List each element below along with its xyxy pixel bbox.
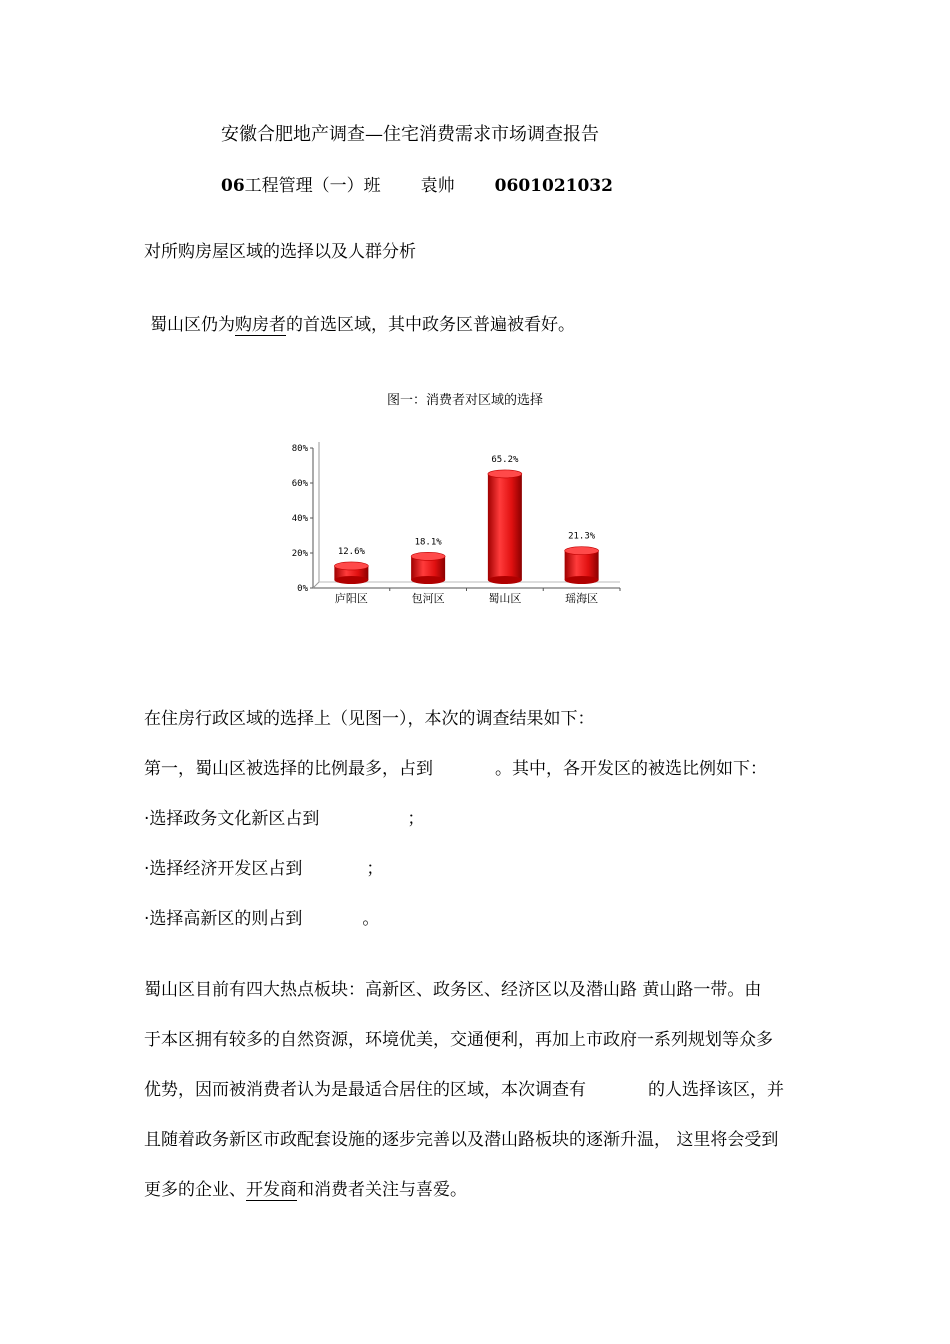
bullet-government-district: [144, 804, 424, 829]
line-5-part-b: 和消费者关注与喜爱。: [297, 1180, 467, 1200]
bar-base-2: [488, 576, 522, 584]
bar-base-0: [334, 576, 368, 584]
paragraph-shushan-line-2: 于本区拥有较多的自然资源，环境优美，交通便利，再加上市政府一系列规划等众多: [144, 1030, 773, 1050]
bar-body-2: [488, 474, 522, 580]
bar-value-label-1: 18.1%: [414, 537, 442, 548]
bullet-2-text: ·选择经济开发区占到: [144, 859, 303, 879]
chart-title: 图一：消费者对区域的选择: [386, 393, 544, 408]
region-choice-chart: [280, 384, 640, 614]
chart-svg: [280, 384, 640, 614]
bar-top-1: [411, 552, 445, 560]
first-part-a: 第一，蜀山区被选择的比例最多，占到: [144, 759, 433, 779]
student-id: 0601021032: [494, 176, 613, 196]
paragraph-shushan-line-5: [144, 1175, 467, 1200]
category-label-1: 包河区: [411, 592, 445, 605]
line-5-part-a: 更多的企业、: [144, 1180, 246, 1200]
category-label-3: 瑶海区: [565, 592, 599, 605]
floor-corner-line: [313, 582, 319, 588]
line-3-part-b: 的人选择该区，并: [648, 1080, 784, 1100]
paragraph-shushan-line-3: [144, 1075, 784, 1100]
bullet-3-end: 。: [362, 909, 380, 929]
paragraph-shushan-line-1: 蜀山区目前有四大热点板块：高新区、政务区、经济区以及潜山路 黄山路一带。由: [144, 980, 762, 1000]
bar-base-1: [411, 576, 445, 584]
y-tick-label: 60%: [291, 479, 308, 489]
line-3-part-a: 优势，因而被消费者认为是最适合居住的区域，本次调查有: [144, 1080, 586, 1100]
lead-paragraph: [150, 310, 575, 335]
paragraph-intro: 在住房行政区域的选择上（见图一），本次的调查结果如下：: [144, 709, 595, 729]
document-title: 安徽合肥地产调查—住宅消费需求市场调查报告: [221, 124, 599, 145]
section-heading: 对所购房屋区域的选择以及人群分析: [144, 242, 416, 262]
class-name: 工程管理（一）班: [244, 176, 381, 196]
lead-link-buyers[interactable]: 购房者: [235, 315, 286, 335]
y-tick-label: 20%: [291, 549, 308, 559]
bullet-economic-district: [144, 854, 383, 879]
author-name: 袁帅: [420, 176, 455, 196]
category-label-0: 庐阳区: [334, 592, 368, 605]
paragraph-first: [144, 754, 767, 779]
bar-top-2: [488, 470, 522, 478]
bar-body-3: [565, 551, 599, 580]
lead-after: 的首选区域，其中政务区普遍被看好。: [286, 315, 575, 335]
bullet-hightech-district: [144, 904, 379, 929]
bullet-3-text: ·选择高新区的则占到: [144, 909, 303, 929]
y-tick-label: 80%: [291, 444, 308, 454]
first-part-b: 。其中，各开发区的被选比例如下：: [495, 759, 767, 779]
bullet-1-text: ·选择政务文化新区占到: [144, 809, 320, 829]
link-developers[interactable]: 开发商: [246, 1180, 297, 1200]
bar-value-label-0: 12.6%: [337, 546, 365, 557]
author-line: [221, 171, 613, 196]
bar-top-3: [565, 547, 599, 555]
paragraph-shushan-line-4: 且随着政务新区市政配套设施的逐步完善以及潜山路板块的逐渐升温， 这里将会受到: [144, 1130, 779, 1150]
y-tick-label: 0%: [297, 584, 308, 594]
bullet-1-end: ；: [407, 809, 425, 829]
bullet-2-end: ；: [366, 859, 384, 879]
chart-plot-area: [292, 442, 620, 605]
bar-value-label-3: 21.3%: [568, 531, 596, 542]
category-label-2: 蜀山区: [488, 592, 522, 605]
bar-value-label-2: 65.2%: [491, 454, 519, 465]
class-prefix: 06: [221, 176, 245, 196]
y-tick-label: 40%: [291, 514, 308, 524]
bar-top-0: [334, 562, 368, 570]
lead-before: 蜀山区仍为: [150, 315, 235, 335]
bar-base-3: [565, 576, 599, 584]
